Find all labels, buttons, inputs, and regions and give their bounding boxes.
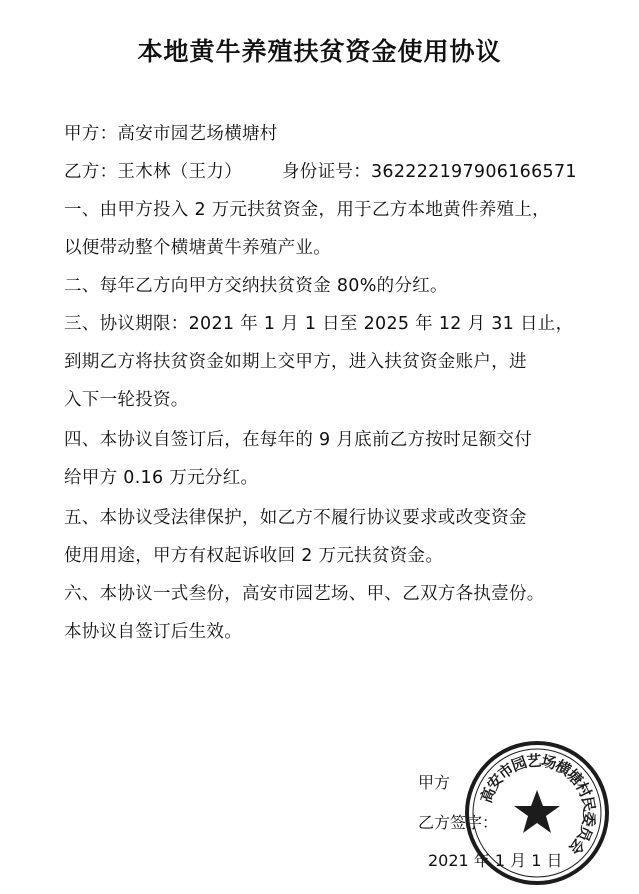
seal-character: 民 — [578, 795, 599, 813]
seal-character: 安 — [483, 770, 508, 794]
seal-character: 会 — [565, 834, 589, 858]
clause-line: 到期乙方将扶贫资金如期上交甲方，进入扶贫资金账户，进 — [64, 352, 527, 372]
seal-character: 市 — [494, 759, 518, 784]
clause-line: 六、本协议一式叁份，高安市园艺场、甲、乙双方各执壹份。 — [64, 584, 545, 604]
seal-character: 塘 — [563, 765, 587, 789]
seal-character: 艺 — [525, 751, 543, 771]
party-b-line — [64, 158, 577, 183]
document-title: 本地黄牛养殖扶贫资金使用协议 — [137, 37, 502, 66]
clause-line: 三、协议期限：2021 年 1 月 1 日至 2025 年 12 月 31 日止， — [64, 314, 574, 334]
clause-line: 给甲方 0.16 万元分红。 — [64, 468, 259, 488]
id-number: 身份证号：362222197906166571 — [282, 162, 577, 182]
seal-character: 村 — [572, 778, 595, 801]
clause-line: 一、由甲方投入 2 万元扶贫资金，用于乙方本地黄件养殖上， — [64, 200, 550, 220]
seal-character: 场 — [539, 751, 559, 773]
seal-character: 委 — [578, 810, 599, 828]
signature-date: 2021 年 1 月 1 日 — [428, 851, 563, 870]
seal-character: 园 — [509, 753, 530, 776]
seal-character: 员 — [573, 823, 596, 845]
clause-line: 本协议自签订后生效。 — [64, 622, 242, 642]
clause-line: 使用用途，甲方有权起诉收回 2 万元扶贫资金。 — [64, 546, 444, 566]
seal-star — [514, 790, 560, 833]
party-b-name: 乙方：王木林（王力） — [64, 162, 242, 182]
clause-line: 四、本协议自签订后，在每年的 9 月底前乙方按时足额交付 — [64, 430, 533, 450]
seal-character: 横 — [551, 756, 575, 780]
seal-graphic — [462, 738, 612, 888]
official-seal — [462, 738, 612, 888]
party-a-signature-label: 甲方 — [418, 773, 451, 792]
clause-line: 二、每年乙方向甲方交纳扶贫资金 80%的分红。 — [64, 276, 448, 296]
clause-line: 以便带动整个横塘黄牛养殖产业。 — [64, 238, 331, 258]
party-a-line: 甲方：高安市园艺场横塘村 — [64, 124, 278, 144]
seal-character: 高 — [477, 785, 500, 806]
clause-line: 五、本协议受法律保护，如乙方不履行协议要求或改变资金 — [64, 508, 527, 528]
clause-line: 入下一轮投资。 — [64, 390, 189, 410]
party-b-signature-label: 乙方签字： — [418, 813, 499, 832]
